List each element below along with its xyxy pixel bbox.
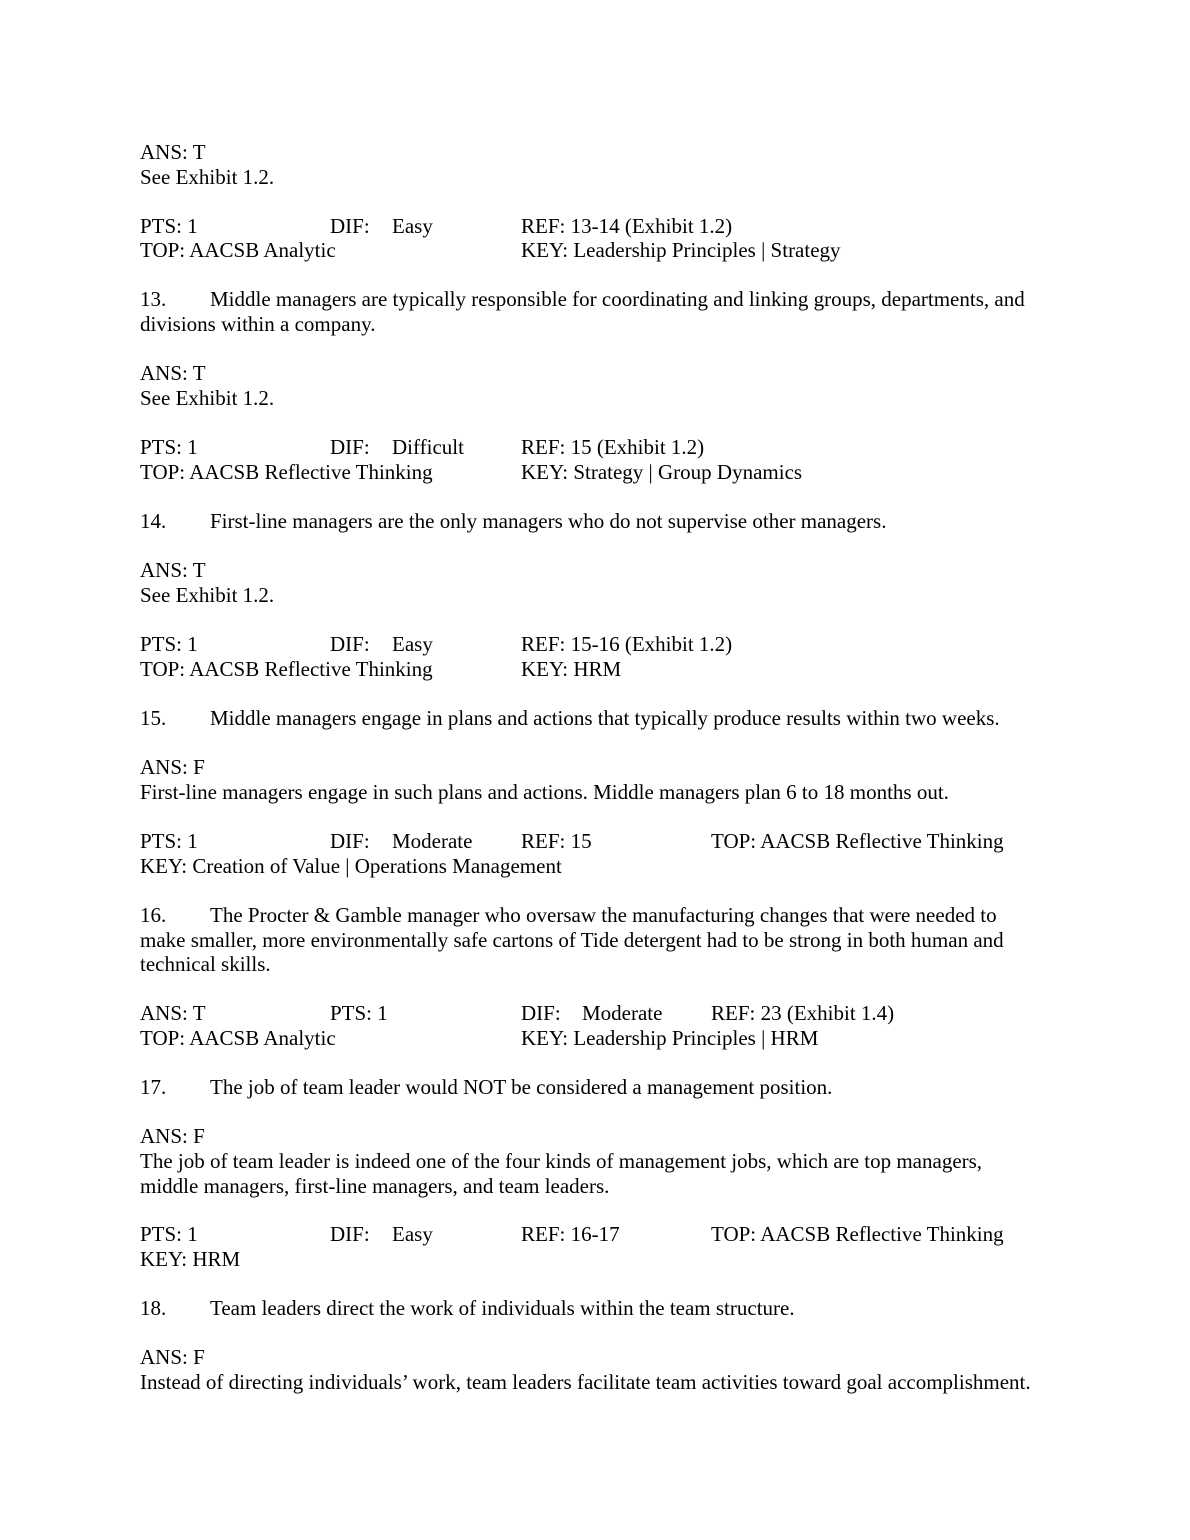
q16-answer: ANS: T <box>140 1001 206 1025</box>
q14-answer: ANS: T <box>140 558 206 582</box>
q17-explanation-line2: middle managers, first-line managers, and team leaders. <box>140 1174 610 1198</box>
q16-difficulty-value: Moderate <box>582 1001 663 1025</box>
q13-question <box>140 287 1025 312</box>
q17-difficulty-label: DIF: <box>330 1222 370 1246</box>
q17-explanation-line1: The job of team leader is indeed one of the four kinds of management jobs, which are top managers, <box>140 1149 983 1173</box>
q14-points: PTS: 1 <box>140 632 198 656</box>
q17-topic: TOP: AACSB Reflective Thinking <box>711 1222 1004 1246</box>
q13-question-line2: divisions within a company. <box>140 312 376 336</box>
q14-number: 14. <box>140 509 167 533</box>
q16-points: PTS: 1 <box>330 1001 388 1025</box>
q12-reference: REF: 13-14 (Exhibit 1.2) <box>521 214 733 238</box>
q15-difficulty-label: DIF: <box>330 829 370 853</box>
q12-points: PTS: 1 <box>140 214 198 238</box>
q16-question-line1: The Procter & Gamble manager who oversaw the manufacturing changes that were needed to <box>210 903 997 927</box>
q13-keywords: KEY: Strategy | Group Dynamics <box>521 460 803 484</box>
q15-reference: REF: 15 <box>521 829 592 853</box>
q12-keywords: KEY: Leadership Principles | Strategy <box>521 238 841 262</box>
q13-question-line1: Middle managers are typically responsible for coordinating and linking groups, departments, and <box>210 287 1025 311</box>
q15-difficulty-value: Moderate <box>392 829 473 853</box>
q16-topic: TOP: AACSB Analytic <box>140 1026 336 1050</box>
q12-answer: ANS: T <box>140 140 206 164</box>
q15-points: PTS: 1 <box>140 829 198 853</box>
q15-question-text: Middle managers engage in plans and actions that typically produce results within two weeks. <box>210 706 1000 730</box>
q17-difficulty-value: Easy <box>392 1222 433 1246</box>
q13-number: 13. <box>140 287 167 311</box>
q15-number: 15. <box>140 706 167 730</box>
q18-number: 18. <box>140 1296 167 1320</box>
q17-points: PTS: 1 <box>140 1222 198 1246</box>
q16-keywords: KEY: Leadership Principles | HRM <box>521 1026 819 1050</box>
q14-reference: REF: 15-16 (Exhibit 1.2) <box>521 632 733 656</box>
q14-keywords: KEY: HRM <box>521 657 622 681</box>
q13-explanation: See Exhibit 1.2. <box>140 386 275 410</box>
q16-question-line2: make smaller, more environmentally safe cartons of Tide detergent had to be strong in both human and <box>140 928 1004 952</box>
q12-difficulty-label: DIF: <box>330 214 370 238</box>
q14-difficulty-label: DIF: <box>330 632 370 656</box>
q13-answer: ANS: T <box>140 361 206 385</box>
q14-explanation: See Exhibit 1.2. <box>140 583 275 607</box>
q13-difficulty-value: Difficult <box>392 435 464 459</box>
q14-question <box>140 509 886 534</box>
q16-number: 16. <box>140 903 167 927</box>
q17-reference: REF: 16-17 <box>521 1222 620 1246</box>
q13-reference: REF: 15 (Exhibit 1.2) <box>521 435 705 459</box>
q16-reference: REF: 23 (Exhibit 1.4) <box>711 1001 895 1025</box>
q12-difficulty-value: Easy <box>392 214 433 238</box>
q18-explanation: Instead of directing individuals’ work, team leaders facilitate team activities toward goal accomplishment. <box>140 1370 1031 1394</box>
q14-topic: TOP: AACSB Reflective Thinking <box>140 657 433 681</box>
q17-number: 17. <box>140 1075 167 1099</box>
q14-difficulty-value: Easy <box>392 632 433 656</box>
q13-topic: TOP: AACSB Reflective Thinking <box>140 460 433 484</box>
q16-question-line3: technical skills. <box>140 952 271 976</box>
q17-answer: ANS: F <box>140 1124 205 1148</box>
q16-question <box>140 903 997 928</box>
q17-question <box>140 1075 832 1100</box>
q15-explanation: First-line managers engage in such plans and actions. Middle managers plan 6 to 18 months out. <box>140 780 949 804</box>
q15-answer: ANS: F <box>140 755 205 779</box>
q12-topic: TOP: AACSB Analytic <box>140 238 336 262</box>
q17-question-text: The job of team leader would NOT be considered a management position. <box>210 1075 833 1099</box>
q15-keywords: KEY: Creation of Value | Operations Management <box>140 854 562 878</box>
q15-topic: TOP: AACSB Reflective Thinking <box>711 829 1004 853</box>
q13-difficulty-label: DIF: <box>330 435 370 459</box>
q18-question-text: Team leaders direct the work of individuals within the team structure. <box>210 1296 795 1320</box>
q16-difficulty-label: DIF: <box>521 1001 561 1025</box>
q13-points: PTS: 1 <box>140 435 198 459</box>
q18-answer: ANS: F <box>140 1345 205 1369</box>
q17-keywords: KEY: HRM <box>140 1247 241 1271</box>
q15-question <box>140 706 1000 731</box>
q12-explanation: See Exhibit 1.2. <box>140 165 275 189</box>
q18-question <box>140 1296 795 1321</box>
q14-question-text: First-line managers are the only managers who do not supervise other managers. <box>210 509 887 533</box>
